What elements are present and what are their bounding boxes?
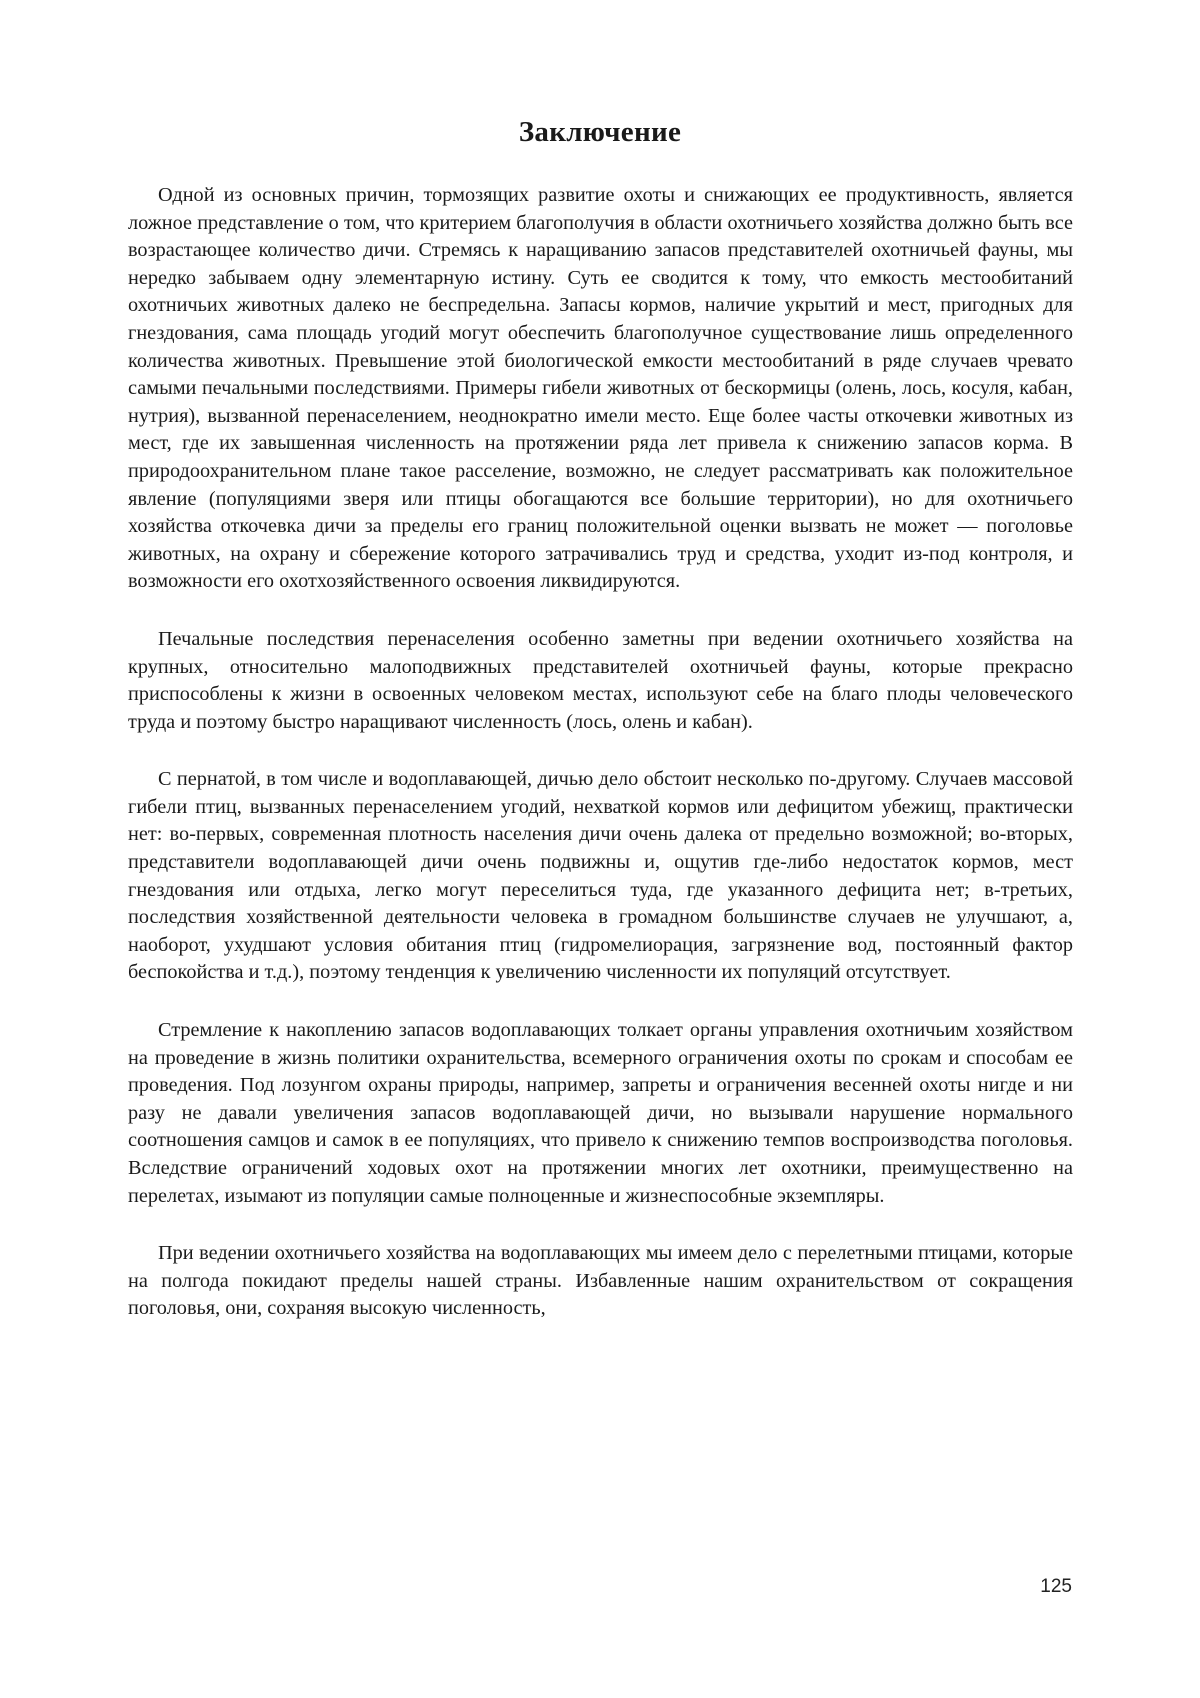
paragraph-2: Печальные последствия перенаселения особенно заметны при ведении охотничьего хозяйства на крупных, относительно малоподвижных представителей охотничьей фауны, которые прекрасно приспособлены к жизни в освоенных человеком местах, используют себе на благо плоды человеческого труда и поэтому быстро наращивают численность (лось, олень и кабан). <box>128 626 1073 736</box>
paragraph-4: Стремление к накоплению запасов водоплавающих толкает органы управления охотничьим хозяйством на проведение в жизнь политики охранительства, всемерного ограничения охоты по срокам и способам ее проведения. Под лозунгом охраны природы, например, запреты и ограничения весенней охоты нигде и ни разу не давали увеличения запасов водоплавающей дичи, но вызывали нарушение нормального соотношения самцов и самок в ее популяциях, что привело к снижению темпов воспроизводства поголовья. Вследствие ограничений ходовых охот на протяжении многих лет охотники, преимущественно на перелетах, изымают из популяции самые полноценные и жизнеспособные экземпляры. <box>128 1017 1073 1210</box>
paragraph-3: С пернатой, в том числе и водоплавающей, дичью дело обстоит несколько по-другому. Случаев массовой гибели птиц, вызванных перенаселением угодий, нехваткой кормов или дефицитом убежищ, практически нет: во-первых, современная плотность населения дичи очень далека от предельно возможной; во-вторых, представители водоплавающей дичи очень подвижны и, ощутив где-либо недостаток кормов, мест гнездования или отдыха, легко могут переселиться туда, где указанного дефицита нет; в-третьих, последствия хозяйственной деятельности человека в громадном большинстве случаев не улучшают, а, наоборот, ухудшают условия обитания птиц (гидромелиорация, загрязнение вод, постоянный фактор беспокойства и т.д.), поэтому тенденция к увеличению численности их популяций отсутствует. <box>128 766 1073 987</box>
page-number: 125 <box>1040 1576 1072 1598</box>
paragraph-5: При ведении охотничьего хозяйства на водоплавающих мы имеем дело с перелетными птицами, которые на полгода покидают пределы нашей страны. Избавленные нашим охранительством от сокращения поголовья, они, сохраняя высокую численность, <box>128 1240 1073 1323</box>
page-title: Заключение <box>0 116 1200 149</box>
body-text <box>128 182 1073 1353</box>
document-page <box>0 0 1200 1698</box>
paragraph-1: Одной из основных причин, тормозящих развитие охоты и снижающих ее продуктивность, является ложное представление о том, что критерием благополучия в области охотничьего хозяйства должно быть все возрастающее количество дичи. Стремясь к наращиванию запасов представителей охотничьей фауны, мы нередко забываем одну элементарную истину. Суть ее сводится к тому, что емкость местообитаний охотничьих животных далеко не беспредельна. Запасы кормов, наличие укрытий и мест, пригодных для гнездования, сама площадь угодий могут обеспечить благополучное существование лишь определенного количества животных. Превышение этой биологической емкости местообитаний в ряде случаев чревато самыми печальными последствиями. Примеры гибели животных от бескормицы (олень, лось, косуля, кабан, нутрия), вызванной перенаселением, неоднократно имели место. Еще более часты откочевки животных из мест, где их завышенная численность на протяжении ряда лет привела к снижению запасов корма. В природоохранительном плане такое расселение, возможно, не следует рассматривать как положительное явление (популяциями зверя или птицы обогащаются все большие территории), но для охотничьего хозяйства откочевка дичи за пределы его границ положительной оценки вызвать не может — поголовье животных, на охрану и сбережение которого затрачивались труд и средства, уходит из-под контроля, и возможности его охотхозяйственного освоения ликвидируются. <box>128 182 1073 596</box>
